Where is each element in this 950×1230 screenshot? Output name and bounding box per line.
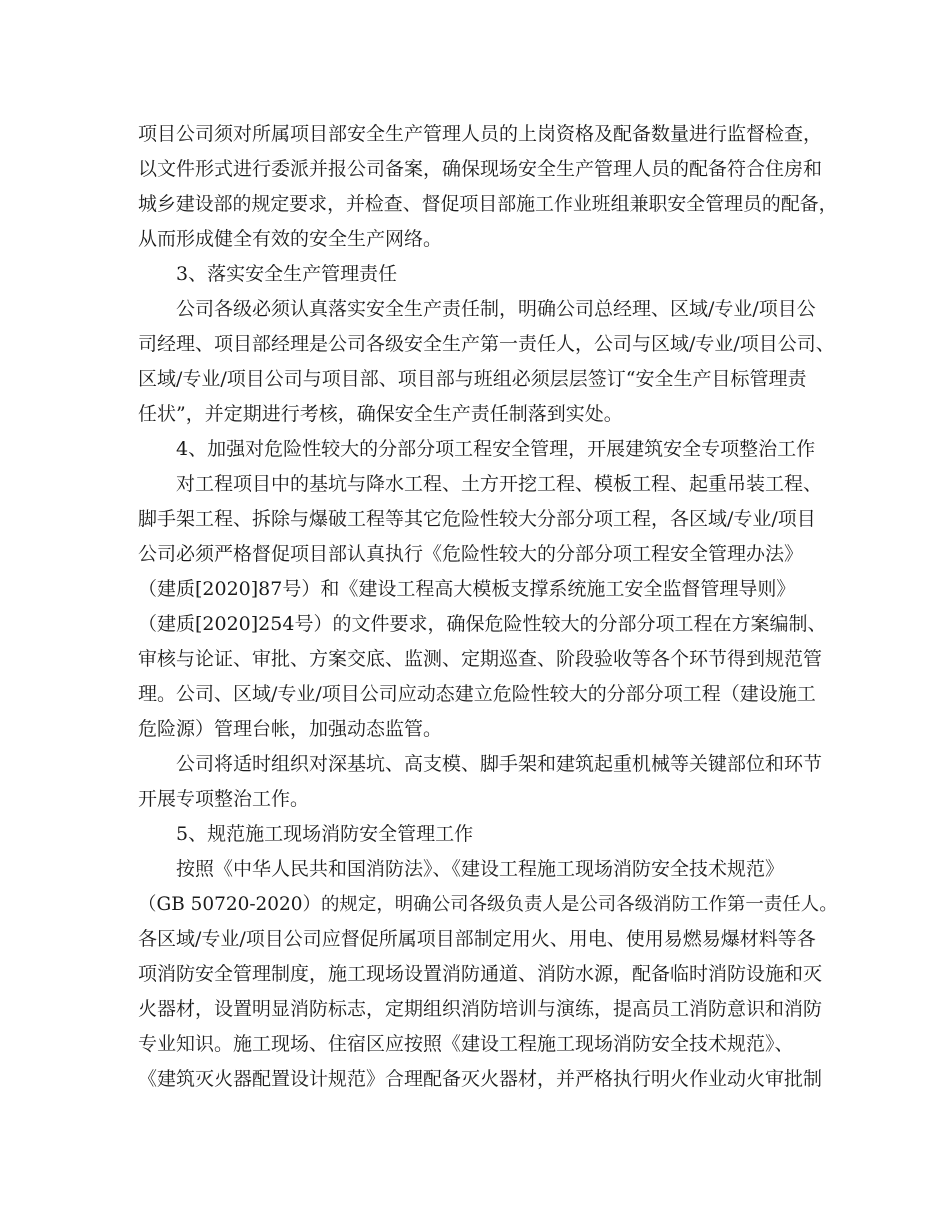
text-line: 火器材，设置明显消防标志，定期组织消防培训与演练，提高员工消防意识和消防 xyxy=(138,998,823,1020)
text-line: 项目公司须对所属项目部安全生产管理人员的上岗资格及配备数量进行监督检查， xyxy=(138,123,823,145)
text-line: 审核与论证、审批、方案交底、监测、定期巡查、阶段验收等各个环节得到规范管 xyxy=(138,648,823,670)
text-line: 《建筑灭火器配置设计规范》合理配备灭火器材，并严格执行明火作业动火审批制 xyxy=(138,1068,823,1090)
text-line: 公司必须严格督促项目部认真执行《危险性较大的分部分项工程安全管理办法》 xyxy=(138,543,804,565)
text-line: 从而形成健全有效的安全生产网络。 xyxy=(138,228,443,250)
text-line: 城乡建设部的规定要求，并检查、督促项目部施工作业班组兼职安全管理员的配备， xyxy=(138,193,838,215)
text-line: 区域/专业/项目公司与项目部、项目部与班组必须层层签订“安全生产目标管理责 xyxy=(138,368,807,390)
document-body xyxy=(138,117,838,1097)
section-heading: 4、加强对危险性较大的分部分项工程安全管理，开展建筑安全专项整治工作 xyxy=(176,438,816,460)
text-line: 公司各级必须认真落实安全生产责任制，明确公司总经理、区域/专业/项目公 xyxy=(176,298,816,320)
text-line: 专业知识。施工现场、住宿区应按照《建设工程施工现场消防安全技术规范》、 xyxy=(138,1033,794,1055)
section-heading: 3、落实安全生产管理责任 xyxy=(176,263,398,285)
section-heading: 5、规范施工现场消防安全管理工作 xyxy=(176,823,474,845)
text-line: 各区域/专业/项目公司应督促所属项目部制定用火、用电、使用易燃易爆材料等各 xyxy=(138,928,816,950)
text-line: （建质[2020]87号）和《建设工程高大模板支撑系统施工安全监督管理导则》 xyxy=(138,578,796,600)
text-line: 任状”，并定期进行考核，确保安全生产责任制落到实处。 xyxy=(138,403,623,425)
text-line: 危险源）管理台帐，加强动态监管。 xyxy=(138,718,443,740)
text-line: 司经理、项目部经理是公司各级安全生产第一责任人，公司与区域/专业/项目公司、 xyxy=(138,333,835,355)
text-line: 公司将适时组织对深基坑、高支模、脚手架和建筑起重机械等关键部位和环节 xyxy=(176,753,823,775)
text-line: 项消防安全管理制度，施工现场设置消防通道、消防水源，配备临时消防设施和灭 xyxy=(138,963,823,985)
text-line: 开展专项整治工作。 xyxy=(138,788,310,810)
text-line: 脚手架工程、拆除与爆破工程等其它危险性较大分部分项工程，各区域/专业/项目 xyxy=(138,508,816,530)
text-line: 按照《中华人民共和国消防法》、《建设工程施工现场消防安全技术规范》 xyxy=(176,858,785,880)
text-line: 以文件形式进行委派并报公司备案，确保现场安全生产管理人员的配备符合住房和 xyxy=(138,158,823,180)
text-line: 理。公司、区域/专业/项目公司应动态建立危险性较大的分部分项工程（建设施工 xyxy=(138,683,816,705)
text-line: 对工程项目中的基坑与降水工程、土方开挖工程、模板工程、起重吊装工程、 xyxy=(176,473,823,495)
text-line: （GB 50720-2020）的规定，明确公司各级负责人是公司各级消防工作第一责任人。 xyxy=(138,894,838,915)
text-line: （建质[2020]254号）的文件要求，确保危险性较大的分部分项工程在方案编制、 xyxy=(138,613,827,635)
